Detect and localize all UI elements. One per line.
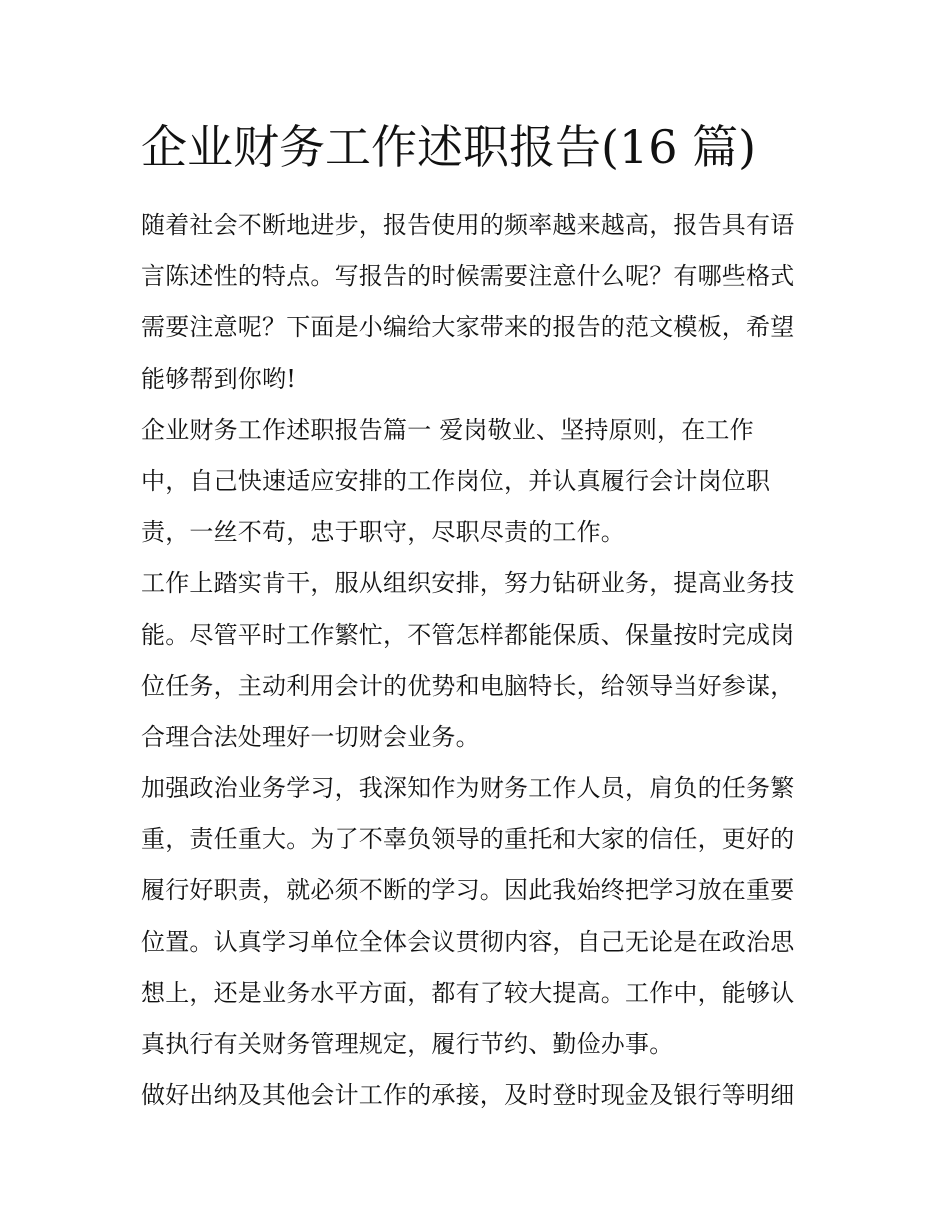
document-title: 企业财务工作述职报告(16 篇) [141, 120, 757, 174]
text-line: 合理合法处理好一切财会业务。 [141, 722, 480, 751]
text-line: 位任务，主动利用会计的优势和电脑特长，给领导当好参谋， [141, 671, 795, 700]
text-line: 企业财务工作述职报告篇一 爱岗敬业、坚持原则，在工作 [141, 415, 754, 444]
text-line: 责，一丝不苟，忠于职守，尽职尽责的工作。 [141, 518, 625, 547]
text-line: 需要注意呢？下面是小编给大家带来的报告的范文模板，希望 [141, 313, 795, 342]
text-line: 位置。认真学习单位全体会议贯彻内容，自己无论是在政治思 [141, 927, 795, 956]
text-line: 言陈述性的特点。写报告的时候需要注意什么呢？有哪些格式 [141, 262, 795, 291]
text-line: 履行好职责，就必须不断的学习。因此我始终把学习放在重要 [141, 876, 795, 905]
text-line: 能。尽管平时工作繁忙，不管怎样都能保质、保量按时完成岗 [141, 620, 795, 649]
text-line: 加强政治业务学习，我深知作为财务工作人员，肩负的任务繁 [141, 774, 795, 803]
text-line: 工作上踏实肯干，服从组织安排，努力钻研业务，提高业务技 [141, 569, 795, 598]
text-line: 中，自己快速适应安排的工作岗位，并认真履行会计岗位职 [141, 466, 771, 495]
text-line: 随着社会不断地进步，报告使用的频率越来越高，报告具有语 [141, 211, 795, 239]
document-body [141, 200, 813, 1121]
text-line: 想上，还是业务水平方面，都有了较大提高。工作中，能够认 [141, 978, 795, 1007]
text-line: 做好出纳及其他会计工作的承接，及时登时现金及银行等明细 [141, 1081, 795, 1110]
text-line: 重，责任重大。为了不辜负领导的重托和大家的信任，更好的 [141, 825, 795, 854]
text-line: 真执行有关财务管理规定，履行节约、勤俭办事。 [141, 1030, 674, 1058]
text-line: 能够帮到你哟! [141, 364, 297, 393]
